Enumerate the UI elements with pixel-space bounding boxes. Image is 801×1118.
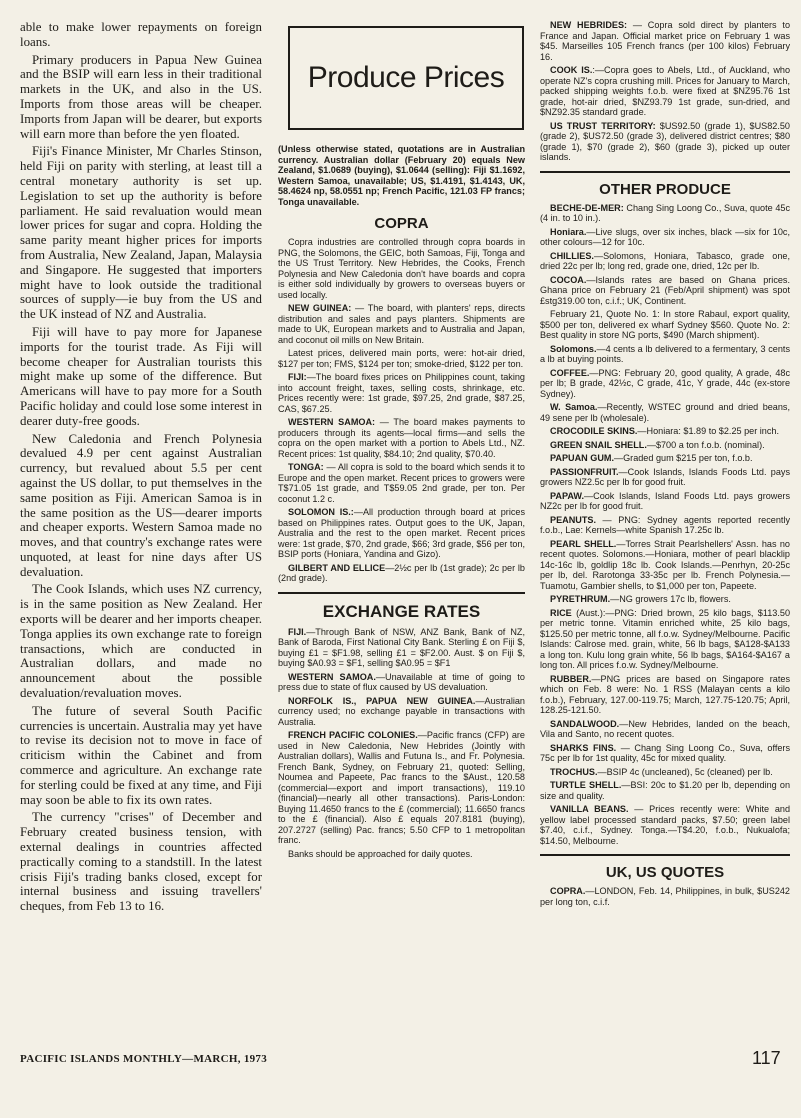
entry-lead: SANDALWOOD. bbox=[550, 718, 620, 729]
price-entry bbox=[540, 453, 790, 464]
entry-text: —Honiara: $1.89 to $2.25 per inch. bbox=[637, 426, 779, 436]
price-entry bbox=[278, 372, 525, 414]
price-entry bbox=[540, 368, 790, 400]
price-entry bbox=[540, 515, 790, 536]
entry-text: —Islands rates are based on Ghana prices. Ghana price on February 21 (Feb/April shipment) was spot £stg319.00 ton, c.i.f.; UK, Continent. bbox=[540, 274, 790, 306]
price-entry bbox=[540, 275, 790, 307]
copra-entries-continued bbox=[540, 20, 790, 163]
entry-lead: PYRETHRUM. bbox=[550, 594, 611, 604]
section-divider bbox=[540, 171, 790, 173]
entry-lead: WESTERN SAMOA. bbox=[288, 671, 376, 682]
article-paragraph: The currency "crises" of December and February created business tension, with external dealings in countries affected practically coming to a standstill. In the latest crisis Fiji's trading banks closed, except for internal business and issuing travellers' cheques, from Feb 13 to 16. bbox=[20, 810, 262, 914]
price-entry bbox=[540, 65, 790, 118]
article-paragraph: Fiji will have to pay more for Japanese imports for the tourist trade. As Fiji will become cheaper for Australian tourists this might make up some of the difference. But Americans will have to pay more for a South Pacific holiday and could lose some interest in dearer duty-free goods. bbox=[20, 324, 262, 428]
price-entry bbox=[540, 674, 790, 716]
entry-lead: GREEN SNAIL SHELL. bbox=[550, 439, 647, 450]
entry-lead: PAPUAN GUM. bbox=[550, 453, 614, 463]
entry-lead: FIJI. bbox=[288, 626, 307, 637]
entry-lead: COOK IS. bbox=[550, 65, 593, 75]
price-entry bbox=[540, 767, 790, 778]
entry-lead: CHILLIES. bbox=[550, 250, 594, 261]
entry-text: (Aust.):—PNG: Dried brown, 25 kilo bags, $113.50 per metric tonne. Vitamin enriched white, 25 kilo bags, $125.50 per metric tonne, all f.o.w. Sydney/Melbourne. Pacific Islands: Calrose med. grain, white, 56 lb bags, $A128-$A133 a long ton. Kulu long grain white, 56 lb bags, $A164-$A167 a long ton. All prices f.o.w. Sydney/Melbourne. bbox=[540, 607, 790, 670]
entry-text: —NG growers 17c lb, flowers. bbox=[610, 594, 731, 604]
entry-lead: WESTERN SAMOA: bbox=[288, 417, 376, 427]
entry-lead: Honiara. bbox=[550, 226, 587, 237]
entry-lead: COCOA. bbox=[550, 274, 587, 285]
price-entry bbox=[540, 344, 790, 365]
entry-text: —BSI: 20c to $1.20 per lb, depending on size and quality. bbox=[540, 780, 791, 801]
price-entry bbox=[540, 121, 790, 163]
entry-text: —Unavailable at time of going to press due to state of flux caused by US devaluation. bbox=[278, 671, 525, 692]
price-entry bbox=[540, 780, 790, 801]
article-column bbox=[20, 20, 262, 917]
entry-text: —2½c per lb (1st grade); 2c per lb (2nd grade). bbox=[278, 562, 525, 583]
entry-lead: PAPAW. bbox=[550, 490, 585, 501]
article-paragraph: Fiji's Finance Minister, Mr Charles Stinson, held Fiji on parity with sterling, at least till a central monetary authority is set up. Legislation to set up the authority is before parliament. He said revaluation would mean lower prices for sugar and copra. Holding the same parity meant higher prices for imports from Australia, New Zealand, Japan, Malaysia and Singapore. He suggested that importers might have to look outside the traditional sources of supply—ie buy from the US and the UK instead of NZ and Australia. bbox=[20, 144, 262, 322]
price-entry bbox=[540, 440, 790, 451]
entry-text: —Pacific francs (CFP) are used in New Caledonia, New Hebrides (Jointly with Australian dollars), Wallis and Futuna Is., and Fr. Polynesia. French Bank, Sydney, on February 21, quoted: Selling, Noumea and Papeete, Pac francs to the $Aust., 120.58 (commercial—export and import transactions), 119.10 (financial)—nearly all other transactions). Paris-London: Buying 11.4650 francs to the £ (commercial); 11.6650 francs to the £ (financial). Also £ equals 207.8181 (buying), 207.2727 (selling) Pac. francs; 5.50 CFP to 1 metropolitan franc. bbox=[278, 730, 525, 845]
other-produce-entries bbox=[540, 203, 790, 847]
entry-text: —Torres Strait Pearlshellers' Assn. has no recent quotes. Solomons.—Honiara, mother of pearl blacklip 14c-16c lb, goldlip 18c lb. Cook Islands.—Penrhyn, 20-25c per lb, del. Rarotonga 33-35c per lb. French Polynesia.—Tuamotu, Gambier shells, to $1,000 per ton, Papeete. bbox=[540, 538, 790, 591]
price-entry bbox=[540, 402, 790, 423]
price-entry bbox=[278, 696, 525, 728]
price-entry bbox=[540, 467, 790, 488]
price-entry bbox=[540, 886, 790, 907]
article-paragraph: Primary producers in Papua New Guinea and the BSIP will earn less in their traditional markets in the UK, and also in the US. Imports from those areas will be cheaper. Imports from Japan will be dearer, but exports will earn more than before the yen floated. bbox=[20, 52, 262, 141]
entry-text: —$700 a ton f.o.b. (nominal). bbox=[646, 439, 765, 450]
price-entry bbox=[278, 849, 525, 860]
entry-text: —Australian currency used; no exchange payable in transactions with Australia. bbox=[278, 695, 525, 727]
entry-lead: FRENCH PACIFIC COLONIES. bbox=[288, 730, 418, 740]
entry-text: —The board fixes prices on Philippines count, taking into account freight, taxes, selling costs, shrinkage, etc. Prices recently were: 1st grade, $97.25, 2nd grade, $87.25, CAS, $67.25. bbox=[278, 372, 525, 414]
article-paragraph: New Caledonia and French Polynesia devalued 4.9 per cent against Australian currency, but revalued about 5.5 per cent against the US dollar, to put themselves in the same position as Fiji. American Samoa is in the same position as the US—dearer imports and cheaper exports. Western Samoa made no moves, and that country's exchange rates were unquoted, at least for nine days after US devaluation. bbox=[20, 431, 262, 579]
article-paragraph: The future of several South Pacific currencies is uncertain. Australia may yet have to revise its decision not to move in face of criticism within the Cabinet and from commerce and agriculture. An exchange rate for sterling could be fixed at any time, and Fiji may soon be able to fix its own rates. bbox=[20, 703, 262, 807]
uk-us-quotes-heading: UK, US QUOTES bbox=[605, 864, 725, 881]
entry-lead: NEW GUINEA: bbox=[288, 303, 352, 313]
produce-prices-column bbox=[278, 20, 525, 862]
entry-text: — Copra sold direct by planters to France and Japan. Official market price on February 1 was $45. Marseilles 105 French francs (per 100 kilos) February 16. bbox=[540, 20, 790, 62]
entry-lead: RUBBER. bbox=[550, 673, 592, 684]
price-entry bbox=[540, 20, 790, 62]
page-number: 117 bbox=[752, 1048, 781, 1068]
entry-lead: US TRUST TERRITORY: bbox=[550, 120, 656, 131]
entry-text: Latest prices, delivered main ports, were: hot-air dried, $127 per ton; FMS, $124 per ton; smoke-dried, $122 per ton. bbox=[278, 348, 525, 369]
copra-heading: COPRA bbox=[374, 215, 429, 232]
article-paragraph: The Cook Islands, which uses NZ currency, is in the same position as New Zealand. Her exports will be dearer and her imports cheaper. Tonga applies its own exchange rate to foreign transactions, which are conducted in Australian dollars, and made no announcement about the possible devaluation/revaluation moves. bbox=[20, 582, 262, 701]
currency-note: (Unless otherwise stated, quotations are in Australian currency. Australian dollar (February 20) equals New Zealand, $1.0689 (buying), $1.0644 (selling): Fiji $1.1692, Western Samoa, unavailable; US, $1.4191, $1.4143, UK, 58.4624 np, 58.0551 np; French Pacific, 121.03 FP francs; Tonga unavailable. bbox=[278, 144, 525, 207]
entry-lead: COFFEE. bbox=[550, 367, 590, 378]
entry-text: —Solomons, Honiara, Tabasco, grade one, dried 22c per lb; long red, grade one, dried, 12c per lb. bbox=[540, 250, 790, 271]
produce-prices-column-continued bbox=[540, 20, 790, 910]
entry-text: —PNG prices are based on Singapore rates which on Feb. 8 were: No. 1 RSS (Malayan cents a kilo f.o.b.), February, 127.00-119.75; March, 127.75-120.75; April, 128.25-121.50. bbox=[540, 673, 790, 715]
price-entry bbox=[540, 594, 790, 605]
price-entry bbox=[540, 743, 790, 764]
price-entry bbox=[278, 672, 525, 693]
entry-lead: PEARL SHELL. bbox=[550, 538, 617, 549]
price-entry bbox=[278, 303, 525, 345]
entry-lead: W. Samoa. bbox=[550, 402, 598, 412]
entry-lead: GILBERT AND ELLICE bbox=[288, 562, 386, 573]
price-entry bbox=[278, 462, 525, 504]
entry-lead: RICE bbox=[550, 607, 572, 618]
entry-lead: TURTLE SHELL. bbox=[550, 780, 622, 790]
entry-lead: NORFOLK IS., PAPUA NEW GUINEA. bbox=[288, 695, 476, 706]
price-entry bbox=[540, 608, 790, 671]
entry-lead: Solomons. bbox=[550, 343, 597, 354]
entry-lead: FIJI: bbox=[288, 372, 307, 382]
entry-text: :—Copra goes to Abels, Ltd., of Auckland, who operate NZ's copra crushing mill. Prices for January to March, packed shipping weights f.o.b. were fixed at $NZ95.76 1st grade, hot-air dried, $NZ93.79 1st grade, sun-dried, and $NZ92.35 standard grade. bbox=[540, 65, 790, 117]
produce-prices-title: Produce Prices bbox=[307, 61, 505, 94]
entry-text: —Live slugs, over six inches, black —six for 10c, other colours—12 for 10c. bbox=[540, 226, 790, 247]
price-entry bbox=[540, 804, 790, 846]
entry-text: — The board, with planters' reps, directs distribution and sales and pays planters. Shipments are made to UK, European markets and to Australia and Japan, and coconut oil mills on New Britain. bbox=[278, 303, 525, 345]
price-entry bbox=[278, 237, 525, 300]
entry-text: — All copra is sold to the board which sends it to Europe and the open market. Recent prices to growers were T$71.05 1st grade, and T$59.05 2nd grade, per ton. Per coconut 1.2 c. bbox=[278, 462, 525, 504]
entry-text: —All production through board at prices based on Philippines rates. Output goes to the UK, Japan, Australia and the rest to the open market. Recent prices were: 1st grade, $70, 2nd grade, $66; 3rd grade, $56 per ton, BSIP ports (Honiara, Yandina and Gizo). bbox=[278, 507, 525, 559]
price-entry bbox=[278, 563, 525, 584]
entry-text: — PNG: Sydney agents reported recently f.o.b., Lae: Kernels—white Spanish 17.25c lb. bbox=[540, 514, 790, 535]
entry-lead: TROCHUS. bbox=[550, 766, 598, 777]
price-entry bbox=[278, 348, 525, 369]
exchange-rates-heading: EXCHANGE RATES bbox=[322, 601, 481, 621]
entry-text: — The board makes payments to producers through its agents—local firms—and sells the copra on the open market with a portion to Abels Ltd., NZ. Recent prices: 1st quality, $84.10; 2nd quality, $70.40. bbox=[278, 417, 525, 459]
exchange-rate-entries bbox=[278, 627, 525, 860]
price-entry bbox=[540, 203, 790, 224]
article-paragraph: able to make lower repayments on foreign loans. bbox=[20, 20, 262, 49]
publication-footer: PACIFIC ISLANDS MONTHLY—MARCH, 1973 bbox=[20, 1053, 268, 1065]
entry-text: —New Hebrides, landed on the beach, Vila and Santo, no recent quotes. bbox=[540, 718, 790, 739]
entry-lead: SOLOMON IS.: bbox=[288, 507, 354, 517]
entry-lead: PASSIONFRUIT. bbox=[550, 466, 619, 477]
entry-text: —Graded gum $215 per ton, f.o.b. bbox=[614, 453, 753, 463]
price-entry bbox=[540, 539, 790, 592]
entry-text: — Prices recently were: White and yellow label processed standard packs, $7.50; green label $7.40, c.i.f., Sydney. Tonga.—T$4.20, f.o.b., Nukualofa; $14.50, Melbourne. bbox=[540, 804, 791, 846]
price-entry bbox=[540, 227, 790, 248]
entry-lead: TONGA: bbox=[288, 462, 324, 472]
entry-text: —LONDON, Feb. 14, Philippines, in bulk, $US242 per long ton, c.i.f. bbox=[540, 886, 790, 907]
price-entry bbox=[278, 507, 525, 560]
entry-text: —Through Bank of NSW, ANZ Bank, Bank of NZ, Bank of Baroda, First National City Bank. Sterling £ on Fiji $, buying £1 = $F1.98, selling £1 = $F2.00. Aust. $ on Fiji $, buying $A0.93 = $F1, selling $A0.95 = $F1 bbox=[278, 626, 525, 668]
price-entry bbox=[278, 417, 525, 459]
price-entry bbox=[278, 730, 525, 846]
entry-lead: VANILLA BEANS. bbox=[550, 804, 629, 814]
section-divider bbox=[540, 854, 790, 856]
entry-text: Chang Sing Loong Co., Suva, quote 45c (4 in. to 10 in.). bbox=[540, 202, 790, 223]
entry-text: —PNG: February 20, good quality, A grade, 48c per lb; B grade, 42½c, C grade, 41c, Y grade, 44c (ex-store Sydney). bbox=[540, 367, 790, 399]
entry-lead: PEANUTS. bbox=[550, 514, 596, 525]
section-divider bbox=[278, 592, 525, 594]
entry-text: $US92.50 (grade 1), $US82.50 (grade 2), $US72.50 (grade 3), delivered district centres; $80 (grade 1), $70 (grade 2), $60 (grade 3), picked up outer islands. bbox=[540, 120, 790, 162]
entry-text: Copra industries are controlled through copra boards in PNG, the Solomons, the GEIC, both Samoas, Fiji, Tonga and the US Trust Territory. New Hebrides, the Cooks, French Polynesia and New Caledonia don't have boards and copra is either sold individually by growers to overseas buyers or used locally. bbox=[278, 237, 525, 300]
entry-lead: SHARKS FINS. bbox=[550, 742, 617, 753]
entry-text: —Cook Islands, Islands Foods Ltd. pays growers NZ2.5c per lb for good fruit. bbox=[540, 466, 790, 487]
entry-text: —Recently, WSTEC ground and dried beans, 49 sene per lb (wholesale). bbox=[540, 402, 790, 423]
price-entry bbox=[540, 426, 790, 437]
entry-text: —4 cents a lb delivered to a fermentary, 3 cents a lb at buying points. bbox=[540, 343, 790, 364]
other-produce-heading: OTHER PRODUCE bbox=[599, 180, 731, 198]
price-entry bbox=[540, 491, 790, 512]
entry-text: —BSIP 4c (uncleaned), 5c (cleaned) per lb. bbox=[597, 766, 773, 777]
entry-text: February 21, Quote No. 1: In store Rabaul, export quality, $500 per ton, delivered ex wharf Sydney $560. Quote No. 2: Best quality in store NG ports, $490 (March shipment). bbox=[540, 309, 790, 340]
price-entry bbox=[540, 719, 790, 740]
entry-lead: BECHE-DE-MER: bbox=[550, 202, 624, 213]
price-entry bbox=[540, 251, 790, 272]
entry-text: Banks should be approached for daily quotes. bbox=[288, 848, 473, 859]
price-entry bbox=[540, 309, 790, 341]
uk-us-quote-entries bbox=[540, 886, 790, 907]
entry-lead: COPRA. bbox=[550, 886, 586, 896]
price-entry bbox=[278, 627, 525, 669]
entry-text: —Cook Islands, Island Foods Ltd. pays growers NZ2c per lb for good fruit. bbox=[540, 490, 790, 511]
entry-text: — Chang Sing Loong Co., Suva, offers 75c per lb for 1st quality, 45c for mixed quality. bbox=[540, 742, 790, 763]
entry-lead: NEW HEBRIDES: bbox=[550, 20, 628, 30]
copra-entries bbox=[278, 237, 525, 584]
entry-lead: CROCODILE SKINS. bbox=[550, 426, 638, 436]
produce-prices-title-box bbox=[288, 26, 524, 130]
